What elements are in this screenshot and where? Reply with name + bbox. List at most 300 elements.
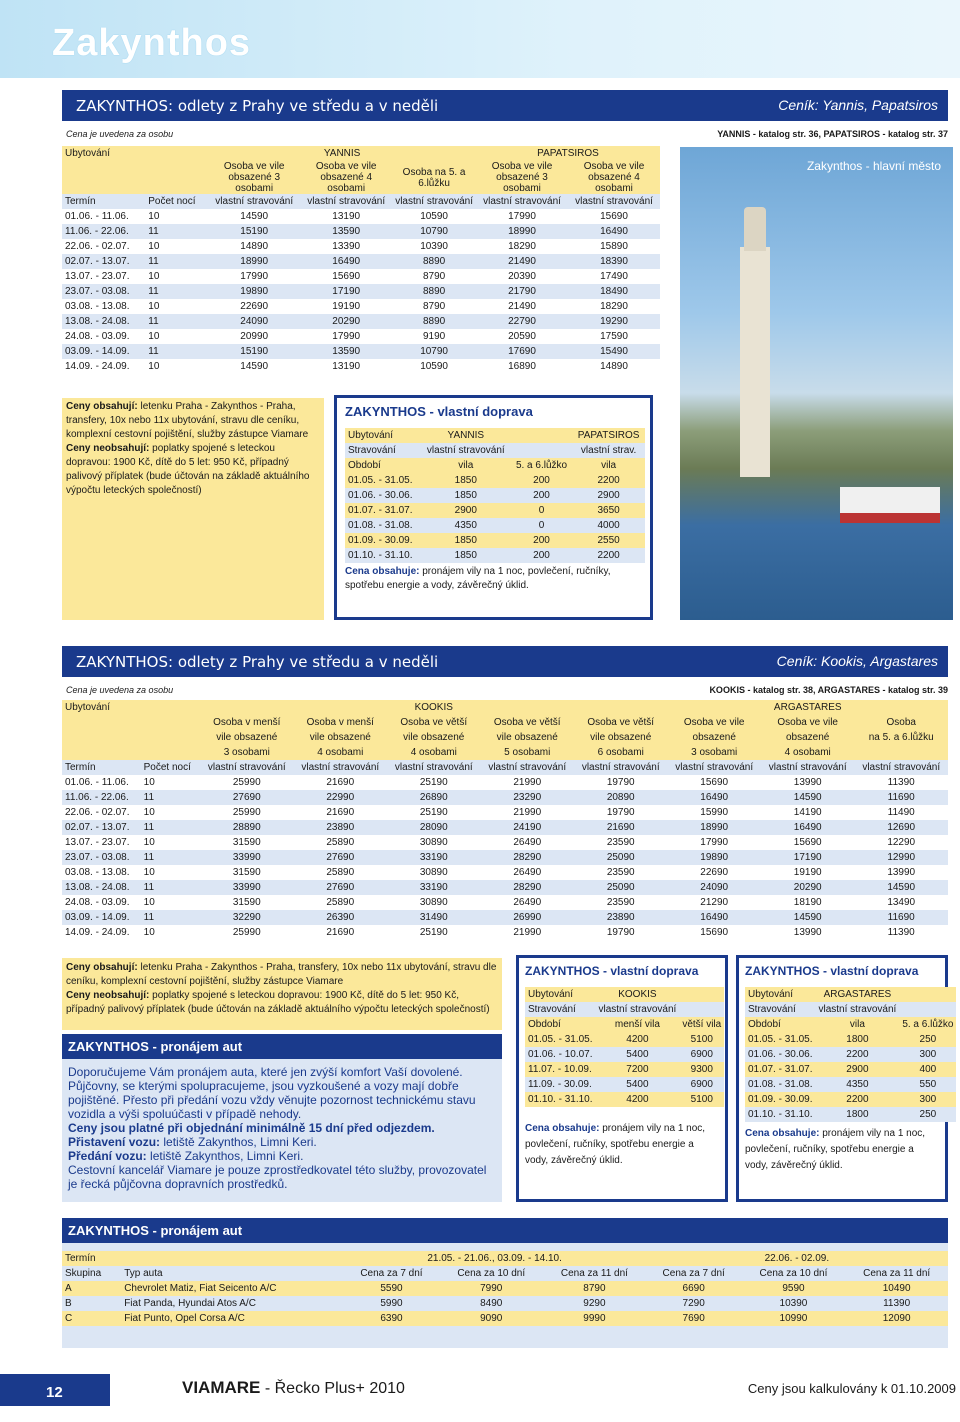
- col-header: Počet nocí: [145, 194, 208, 209]
- period-cell: 01.10. - 31.10.: [525, 1092, 596, 1107]
- table-cell: 26490: [481, 835, 574, 850]
- col-header: větší vila: [679, 1017, 724, 1032]
- col-header: Ubytování: [62, 146, 145, 161]
- col-header: ARGASTARES: [667, 700, 948, 715]
- col-header: obsazené: [761, 730, 854, 745]
- table-cell: 20590: [476, 329, 568, 344]
- table-cell: 13590: [300, 344, 392, 359]
- col-header: 5. a 6.lůžko: [511, 458, 572, 473]
- col-header: Osoba ve vile obsazené 4 osobami: [300, 161, 392, 194]
- spacer-cell: [141, 715, 200, 730]
- col-header: 4 osobami: [761, 745, 854, 760]
- table-cell: 19890: [667, 850, 760, 865]
- table-cell: 25890: [294, 865, 387, 880]
- table-cell: 17190: [300, 284, 392, 299]
- table-cell: 13990: [761, 775, 854, 790]
- col-header: Ubytování: [745, 987, 816, 1002]
- table-cell: 25990: [200, 925, 293, 940]
- col-header: Osoba v menší: [294, 715, 387, 730]
- period-cell: 01.10. - 31.10.: [345, 548, 421, 563]
- header-row: [525, 987, 724, 1002]
- col-header: Cena za 7 dní: [646, 1266, 742, 1281]
- table-row: [745, 1092, 956, 1107]
- table-cell: 11: [141, 850, 200, 865]
- table-cell: 1850: [421, 488, 511, 503]
- own-transport-note: [345, 565, 642, 593]
- col-header: ARGASTARES: [816, 987, 900, 1002]
- table-cell: 11: [141, 820, 200, 835]
- pickup-label: Přistavení vozu:: [68, 1135, 161, 1149]
- table-cell: 15690: [761, 835, 854, 850]
- section1-price-table: [62, 146, 660, 374]
- table-cell: 33190: [387, 880, 480, 895]
- col-header: obsazené: [667, 730, 760, 745]
- bell-tower-shape: [740, 247, 770, 477]
- table-row: [345, 473, 645, 488]
- col-header: Osoba ve vile obsazené 4 osobami: [568, 161, 660, 194]
- col-header: [679, 987, 724, 1002]
- col-header: 4 osobami: [387, 745, 480, 760]
- col-header: Termín: [62, 1251, 121, 1266]
- table-cell: 28890: [200, 820, 293, 835]
- table-cell: 25890: [294, 895, 387, 910]
- table-cell: 17690: [476, 344, 568, 359]
- page-number: 12: [0, 1374, 110, 1406]
- table-cell: 16490: [667, 910, 760, 925]
- table-cell: 15890: [568, 239, 660, 254]
- own-transport-note: [745, 1126, 939, 1174]
- table-cell: 11390: [845, 1296, 948, 1311]
- table-cell: 10: [141, 805, 200, 820]
- table-cell: 8490: [439, 1296, 543, 1311]
- spacer-cell: [62, 715, 141, 730]
- table-row: [345, 488, 645, 503]
- table-row: [62, 895, 948, 910]
- table-cell: 19290: [568, 314, 660, 329]
- spacer-cell: [62, 745, 141, 760]
- table-cell: 2200: [572, 473, 645, 488]
- table-cell: 16490: [300, 254, 392, 269]
- table-row: [62, 314, 660, 329]
- table-cell: 23290: [481, 790, 574, 805]
- table-cell: 33990: [200, 850, 293, 865]
- table-cell: 11690: [854, 910, 948, 925]
- table-cell: 10: [141, 835, 200, 850]
- period-cell: 01.06. - 11.06.: [62, 775, 141, 790]
- section1-own-transport-box: [334, 395, 653, 620]
- table-cell: 17990: [300, 329, 392, 344]
- col-header: vile obsazené: [294, 730, 387, 745]
- table-cell: 30890: [387, 835, 480, 850]
- table-row: [62, 359, 660, 374]
- table-cell: 26990: [481, 910, 574, 925]
- spacer-cell: [141, 745, 200, 760]
- section2-bar: [62, 646, 948, 677]
- col-header: 3 osobami: [200, 745, 293, 760]
- table-row: [62, 775, 948, 790]
- table-cell: 10590: [392, 209, 476, 224]
- table-cell: 200: [511, 473, 572, 488]
- col-header: Osoba ve vile obsazené 3 osobami: [208, 161, 300, 194]
- table-row: [62, 1311, 948, 1326]
- return-label: Předání vozu:: [68, 1149, 147, 1163]
- col-header: 5. a 6.lůžko: [899, 1017, 956, 1032]
- boat-shape: [840, 487, 940, 523]
- col-header: Osoba ve vile: [761, 715, 854, 730]
- table-cell: 17190: [761, 850, 854, 865]
- table-row: [62, 1281, 948, 1296]
- table-cell: 11: [141, 910, 200, 925]
- table-cell: 31490: [387, 910, 480, 925]
- table-cell: 10990: [742, 1311, 846, 1326]
- col-header: vila: [816, 1017, 900, 1032]
- car-rental-price-title: ZAKYNTHOS - pronájem aut: [62, 1218, 948, 1243]
- table-cell: 11490: [854, 805, 948, 820]
- table-cell: 26490: [481, 865, 574, 880]
- col-header: Termín: [62, 194, 145, 209]
- table-cell: 200: [511, 533, 572, 548]
- period-cell: 01.06. - 11.06.: [62, 209, 145, 224]
- table-row: [62, 284, 660, 299]
- period-cell: 22.06. - 02.07.: [62, 239, 145, 254]
- table-cell: 14890: [208, 239, 300, 254]
- table-row: [62, 790, 948, 805]
- col-header: vlastní stravování: [568, 194, 660, 209]
- table-cell: 13590: [300, 224, 392, 239]
- table-cell: 25190: [387, 805, 480, 820]
- table-cell: 9300: [679, 1062, 724, 1077]
- table-cell: 21690: [294, 805, 387, 820]
- table-cell: 5990: [344, 1296, 440, 1311]
- car-rental-disclaimer: Cestovní kancelář Viamare je pouze zprostředkovatel této služby, provozovatel je řecká půjčovna dopravních prostředků.: [68, 1163, 487, 1191]
- table-row: [745, 1032, 956, 1047]
- table-cell: 11: [145, 254, 208, 269]
- col-header: 22.06. - 02.09.: [646, 1251, 948, 1266]
- table-row: [525, 1032, 724, 1047]
- table-cell: 13190: [300, 209, 392, 224]
- spacer-cell: [141, 730, 200, 745]
- table-row: [345, 518, 645, 533]
- table-row: [525, 1077, 724, 1092]
- table-cell: 28290: [481, 850, 574, 865]
- excludes-label: Ceny neobsahují:: [66, 990, 150, 1001]
- table-cell: 4200: [596, 1092, 680, 1107]
- table-cell: 11: [141, 880, 200, 895]
- table-cell: 21690: [294, 775, 387, 790]
- period-cell: 02.07. - 13.07.: [62, 254, 145, 269]
- table-cell: 19190: [300, 299, 392, 314]
- own-transport-table: [525, 987, 724, 1107]
- table-cell: 250: [899, 1107, 956, 1122]
- col-header: [899, 987, 956, 1002]
- period-cell: 11.07. - 10.09.: [525, 1062, 596, 1077]
- table-cell: 21790: [476, 284, 568, 299]
- table-cell: 31590: [200, 895, 293, 910]
- table-cell: 13490: [854, 895, 948, 910]
- table-row: [745, 1077, 956, 1092]
- header-row: [745, 1002, 956, 1017]
- col-header: Typ auta: [121, 1266, 343, 1281]
- car-type-cell: Chevrolet Matiz, Fiat Seicento A/C: [121, 1281, 343, 1296]
- table-cell: 28090: [387, 820, 480, 835]
- table-cell: 11: [145, 344, 208, 359]
- table-cell: 10: [141, 865, 200, 880]
- table-cell: 5400: [596, 1077, 680, 1092]
- table-cell: 27690: [200, 790, 293, 805]
- table-cell: 5100: [679, 1032, 724, 1047]
- excludes-label: Ceny neobsahují:: [66, 443, 150, 454]
- table-cell: 10: [141, 925, 200, 940]
- col-header: Ubytování: [345, 428, 421, 443]
- table-row: [62, 1296, 948, 1311]
- table-row: [62, 805, 948, 820]
- col-header: vlastní stravování: [667, 760, 760, 775]
- col-header: 5 osobami: [481, 745, 574, 760]
- col-header: Stravování: [745, 1002, 816, 1017]
- period-cell: 01.09. - 30.09.: [745, 1092, 816, 1107]
- table-cell: 400: [899, 1062, 956, 1077]
- table-cell: 7290: [646, 1296, 742, 1311]
- table-cell: 14190: [761, 805, 854, 820]
- table-cell: 1850: [421, 548, 511, 563]
- includes-label: Ceny obsahují:: [66, 401, 138, 412]
- period-cell: 01.06. - 10.07.: [525, 1047, 596, 1062]
- spacer-cell: [62, 730, 141, 745]
- note-text: pronájem vily na 1 noc, povlečení, ručníky, spotřebu energie a vody, závěrečný úklid.: [345, 566, 611, 591]
- col-header: KOOKIS: [200, 700, 667, 715]
- table-cell: 18490: [568, 284, 660, 299]
- table-cell: 23590: [574, 865, 667, 880]
- col-header: 21.05. - 21.06., 03.09. - 14.10.: [344, 1251, 646, 1266]
- table-cell: 25890: [294, 835, 387, 850]
- section1-title: ZAKYNTHOS: odlety z Prahy ve středu a v neděli: [76, 97, 439, 115]
- table-cell: 24090: [667, 880, 760, 895]
- table-row: [62, 835, 948, 850]
- table-cell: 4200: [596, 1032, 680, 1047]
- photo-caption: Zakynthos - hlavní město: [806, 159, 941, 173]
- table-cell: 6900: [679, 1047, 724, 1062]
- table-cell: 8890: [392, 284, 476, 299]
- table-row: [745, 1107, 956, 1122]
- own-transport-title: ZAKYNTHOS - vlastní doprava: [525, 964, 699, 978]
- table-cell: 19890: [208, 284, 300, 299]
- table-cell: 4350: [421, 518, 511, 533]
- table-cell: 18290: [476, 239, 568, 254]
- note-label: Cena obsahuje:: [525, 1123, 600, 1134]
- col-header: vlastní stravování: [596, 1002, 680, 1017]
- table-cell: 22990: [294, 790, 387, 805]
- table-cell: 17990: [208, 269, 300, 284]
- table-cell: 5100: [679, 1092, 724, 1107]
- table-cell: 18190: [761, 895, 854, 910]
- section1-info: [62, 398, 324, 620]
- col-header: Osoba ve vile obsazené 3 osobami: [476, 161, 568, 194]
- period-cell: 01.07. - 31.07.: [745, 1062, 816, 1077]
- table-cell: 17990: [476, 209, 568, 224]
- footer-date-note: Ceny jsou kalkulovány k 01.10.2009: [747, 1381, 956, 1396]
- footer-brand: [182, 1378, 405, 1398]
- excludes-text: poplatky spojené s leteckou dopravou: 1900 Kč, dítě do 5 let: 950 Kč, případný palivový příplatek (bude účtován na základě aktuálního výpočtu leteckých společností): [66, 990, 490, 1015]
- col-header: Období: [345, 458, 421, 473]
- col-header: [511, 428, 572, 443]
- period-cell: 01.06. - 30.06.: [345, 488, 421, 503]
- table-cell: 14590: [761, 790, 854, 805]
- col-header: vlastní stravování: [854, 760, 948, 775]
- own-transport-note: [525, 1121, 719, 1169]
- own-transport-table: [345, 428, 645, 563]
- table-cell: 26490: [481, 895, 574, 910]
- period-cell: 24.08. - 03.09.: [62, 895, 141, 910]
- col-header: vile obsazené: [387, 730, 480, 745]
- table-cell: 3650: [572, 503, 645, 518]
- col-header: vila: [421, 458, 511, 473]
- col-header: [854, 745, 948, 760]
- col-header: vlastní stravování: [574, 760, 667, 775]
- table-cell: 10: [145, 329, 208, 344]
- table-cell: 9290: [543, 1296, 646, 1311]
- table-cell: 12090: [845, 1311, 948, 1326]
- table-cell: 2200: [816, 1047, 900, 1062]
- table-cell: 20990: [208, 329, 300, 344]
- own-transport-title: ZAKYNTHOS - vlastní doprava: [345, 404, 533, 419]
- table-row: [525, 1062, 724, 1077]
- table-cell: 10390: [742, 1296, 846, 1311]
- section2-info: [62, 958, 502, 1030]
- period-cell: 13.07. - 23.07.: [62, 835, 141, 850]
- table-cell: 25990: [200, 775, 293, 790]
- table-cell: 26890: [387, 790, 480, 805]
- col-header: na 5. a 6.lůžku: [854, 730, 948, 745]
- table-cell: 1800: [816, 1032, 900, 1047]
- table-row: [345, 503, 645, 518]
- section2-title: ZAKYNTHOS: odlety z Prahy ve středu a v neděli: [76, 653, 439, 671]
- car-rental-title: ZAKYNTHOS - pronájem aut: [62, 1034, 502, 1059]
- table-row: [62, 269, 660, 284]
- table-cell: 1850: [421, 473, 511, 488]
- page-title: Zakynthos: [52, 22, 252, 64]
- table-cell: 19190: [761, 865, 854, 880]
- period-cell: 11.06. - 22.06.: [62, 224, 145, 239]
- car-type-cell: Fiat Panda, Hyundai Atos A/C: [121, 1296, 343, 1311]
- table-cell: 18990: [208, 254, 300, 269]
- col-header: Období: [525, 1017, 596, 1032]
- period-cell: 01.05. - 31.05.: [345, 473, 421, 488]
- excludes-text: poplatky spojené s leteckou dopravou: 1900 Kč, dítě do 5 let: 950 Kč, případný palivový příplatek (bude účtován na základě aktuálního výpočtu leteckých společností): [66, 443, 310, 496]
- table-cell: 15190: [208, 224, 300, 239]
- period-cell: 02.07. - 13.07.: [62, 820, 141, 835]
- table-cell: 25090: [574, 880, 667, 895]
- own-transport-title: ZAKYNTHOS - vlastní doprava: [745, 964, 919, 978]
- period-cell: 03.08. - 13.08.: [62, 865, 141, 880]
- table-cell: 2900: [816, 1062, 900, 1077]
- note-label: Cena obsahuje:: [745, 1128, 820, 1139]
- col-header: Období: [745, 1017, 816, 1032]
- table-cell: 19790: [574, 805, 667, 820]
- table-row: [62, 209, 660, 224]
- table-cell: 15690: [667, 925, 760, 940]
- col-header: vile obsazené: [574, 730, 667, 745]
- period-cell: 23.07. - 03.08.: [62, 284, 145, 299]
- table-row: [525, 1092, 724, 1107]
- section1-bar: [62, 90, 948, 121]
- col-header: Osoba ve větší: [574, 715, 667, 730]
- table-cell: 2900: [421, 503, 511, 518]
- table-cell: 14590: [208, 209, 300, 224]
- group-cell: B: [62, 1296, 121, 1311]
- table-cell: 32290: [200, 910, 293, 925]
- table-cell: 1800: [816, 1107, 900, 1122]
- period-cell: 03.09. - 14.09.: [62, 910, 141, 925]
- table-cell: 25190: [387, 925, 480, 940]
- table-cell: 10: [141, 895, 200, 910]
- table-cell: 550: [899, 1077, 956, 1092]
- col-header: [899, 1002, 956, 1017]
- table-cell: 21290: [667, 895, 760, 910]
- period-cell: 01.07. - 31.07.: [345, 503, 421, 518]
- col-header: vlastní stravování: [392, 194, 476, 209]
- table-cell: 2550: [572, 533, 645, 548]
- col-header: Osoba v menší: [200, 715, 293, 730]
- city-photo: [680, 147, 953, 620]
- section1-catalog-ref: YANNIS - katalog str. 36, PAPATSIROS - katalog str. 37: [717, 129, 948, 139]
- col-header: vlastní stravování: [421, 443, 511, 458]
- table-row: [62, 224, 660, 239]
- header-row: [345, 428, 645, 443]
- table-cell: 16490: [568, 224, 660, 239]
- group-cell: C: [62, 1311, 121, 1326]
- col-header: [679, 1002, 724, 1017]
- argastares-own-transport-box: [736, 955, 954, 1202]
- note-label: Cena obsahuje:: [345, 566, 420, 577]
- table-cell: 20890: [574, 790, 667, 805]
- table-cell: 9590: [742, 1281, 846, 1296]
- table-cell: 31590: [200, 865, 293, 880]
- table-cell: 6690: [646, 1281, 742, 1296]
- table-row: [745, 1047, 956, 1062]
- table-cell: 1850: [421, 533, 511, 548]
- col-header: vile obsazené: [481, 730, 574, 745]
- table-cell: 10: [145, 239, 208, 254]
- section1-pricelist: Ceník: Yannis, Papatsiros: [778, 97, 938, 113]
- header-row: [62, 1266, 948, 1281]
- table-cell: 30890: [387, 865, 480, 880]
- product-name: - Řecko Plus+ 2010: [260, 1380, 405, 1397]
- col-header: YANNIS: [208, 146, 476, 161]
- pickup-text: letiště Zakynthos, Limni Keri.: [160, 1135, 317, 1149]
- table-cell: 0: [511, 518, 572, 533]
- period-cell: 01.08. - 31.08.: [345, 518, 421, 533]
- col-header: PAPATSIROS: [476, 146, 660, 161]
- table-cell: 300: [899, 1047, 956, 1062]
- table-cell: 11: [145, 224, 208, 239]
- table-cell: 20290: [761, 880, 854, 895]
- table-row: [62, 820, 948, 835]
- col-header: vlastní stravování: [294, 760, 387, 775]
- col-header: KOOKIS: [596, 987, 680, 1002]
- table-cell: 9990: [543, 1311, 646, 1326]
- col-header: vlastní stravování: [387, 760, 480, 775]
- col-header: vlastní stravování: [300, 194, 392, 209]
- table-row: [62, 865, 948, 880]
- col-header: vlastní strav.: [572, 443, 645, 458]
- col-header: vlastní stravování: [761, 760, 854, 775]
- header-row: [525, 1017, 724, 1032]
- table-cell: 25090: [574, 850, 667, 865]
- table-cell: 33190: [387, 850, 480, 865]
- table-cell: 200: [511, 548, 572, 563]
- table-cell: 27690: [294, 880, 387, 895]
- col-header: 6 osobami: [574, 745, 667, 760]
